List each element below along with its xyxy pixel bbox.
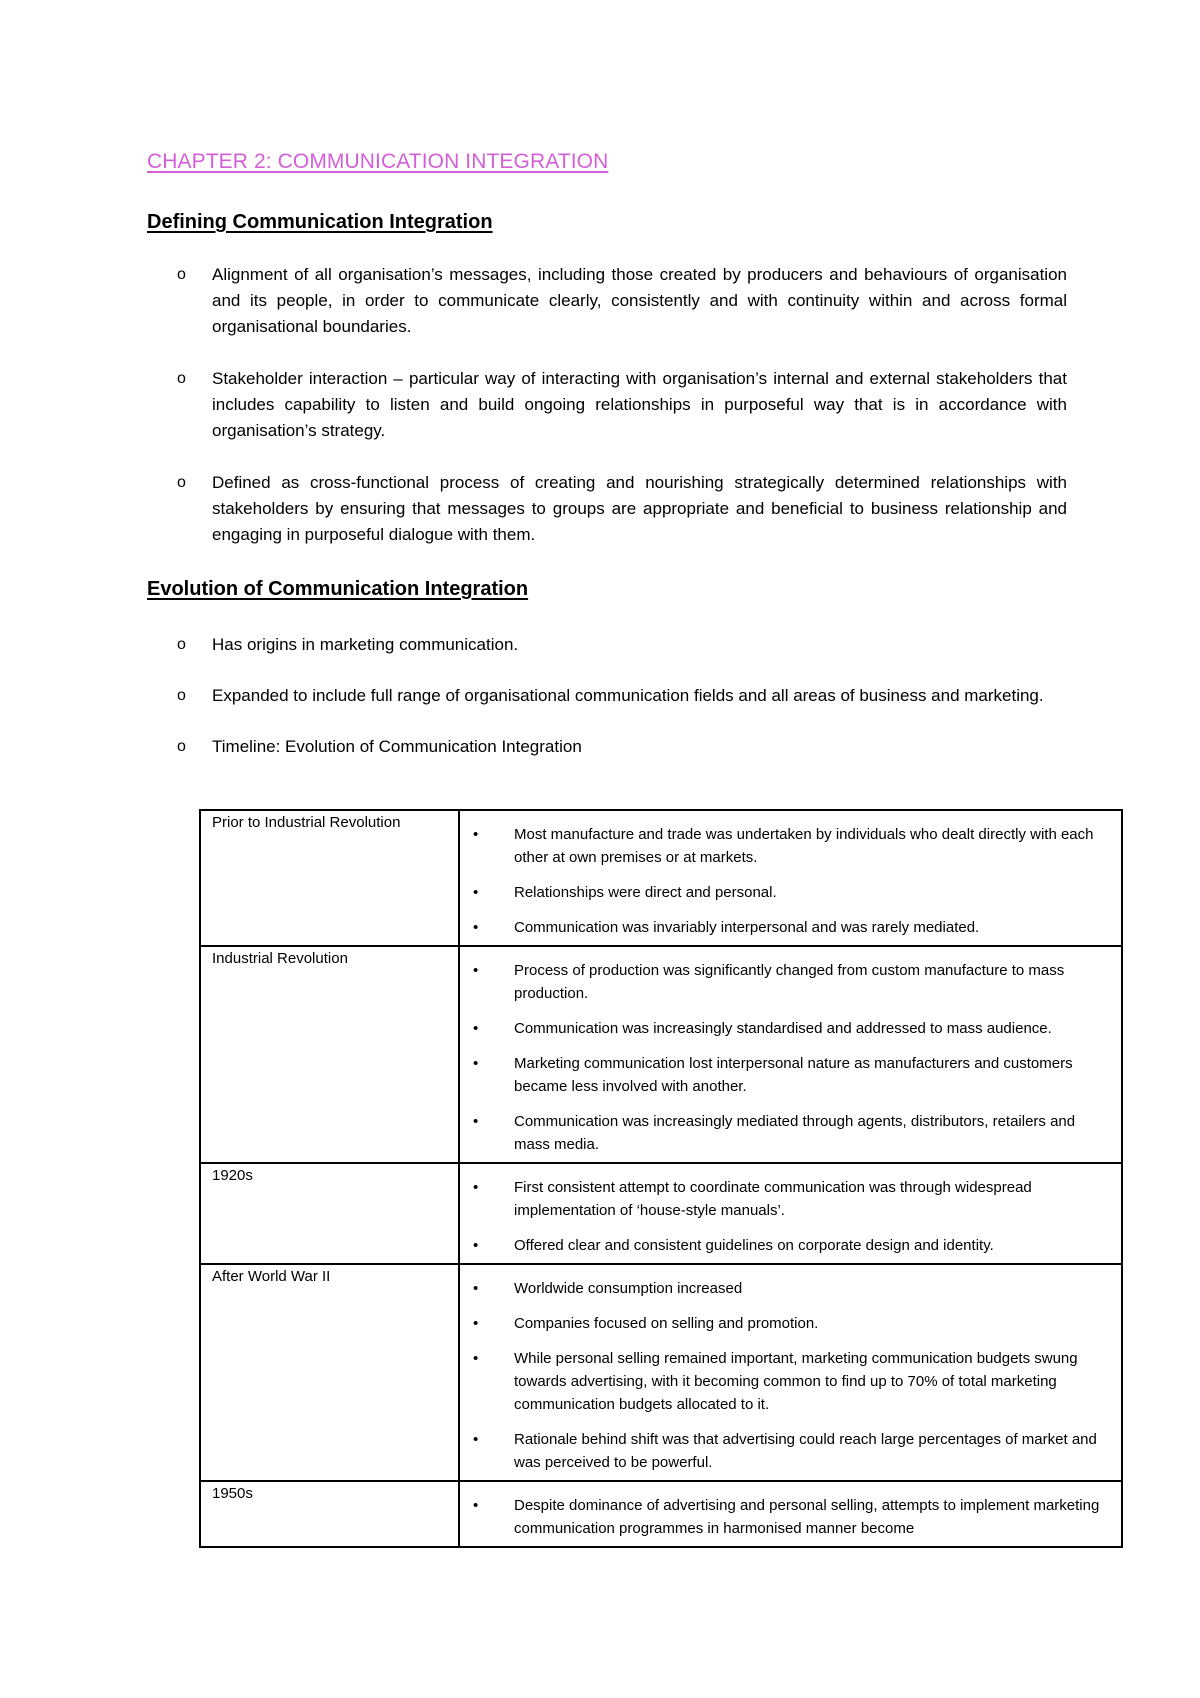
section-heading-evolution: Evolution of Communication Integration bbox=[147, 578, 529, 600]
points-cell bbox=[459, 1481, 1122, 1547]
table-row bbox=[200, 946, 1122, 1163]
point-item: • Communication was increasingly standardised and addressed to mass audience. bbox=[460, 1017, 1111, 1040]
point-item: • Communication was invariably interpersonal and was rarely mediated. bbox=[460, 916, 1111, 939]
list-item-text: Defined as cross-functional process of creating and nourishing strategically determined relationships with stakeholders by ensuring that messages to groups are appropriate and beneficial to business relationship and engaging in purposeful dialogue with them. bbox=[212, 473, 1067, 544]
period-cell: Prior to Industrial Revolution bbox=[200, 810, 459, 946]
bullet-marker: o bbox=[177, 474, 186, 491]
point-item: • Companies focused on selling and promotion. bbox=[460, 1312, 1111, 1335]
table-row bbox=[200, 1481, 1122, 1547]
defining-list bbox=[147, 262, 1067, 548]
list-item bbox=[147, 632, 1067, 658]
list-item-text: Alignment of all organisation’s messages, including those created by producers and behaviours of organisation and its people, in order to communicate clearly, consistently and with continuity within and across formal organisational boundaries. bbox=[212, 265, 1067, 336]
bullet-marker: o bbox=[177, 370, 186, 387]
list-item bbox=[147, 262, 1067, 340]
bullet-marker: o bbox=[177, 636, 186, 653]
points-list bbox=[460, 1277, 1111, 1474]
point-item: • Offered clear and consistent guidelines on corporate design and identity. bbox=[460, 1234, 1111, 1257]
period-cell: 1920s bbox=[200, 1163, 459, 1264]
points-list bbox=[460, 1494, 1111, 1540]
point-item: • Marketing communication lost interpersonal nature as manufacturers and customers became less involved with another. bbox=[460, 1052, 1111, 1098]
timeline-table bbox=[199, 809, 1123, 1548]
point-item: • Worldwide consumption increased bbox=[460, 1277, 1111, 1300]
list-item-text: Timeline: Evolution of Communication Integration bbox=[212, 737, 582, 756]
point-item: • First consistent attempt to coordinate communication was through widespread implementation of ‘house-style manuals’. bbox=[460, 1176, 1111, 1222]
evolution-list bbox=[147, 632, 1067, 760]
points-cell bbox=[459, 946, 1122, 1163]
section-heading-defining: Defining Communication Integration bbox=[147, 211, 493, 233]
list-item bbox=[147, 683, 1067, 709]
point-item: • While personal selling remained important, marketing communication budgets swung towards advertising, with it becoming common to find up to 70% of total marketing communication budgets allocated to it. bbox=[460, 1347, 1111, 1416]
list-item bbox=[147, 734, 1067, 760]
table-row bbox=[200, 810, 1122, 946]
points-list bbox=[460, 823, 1111, 939]
period-cell: Industrial Revolution bbox=[200, 946, 459, 1163]
points-cell bbox=[459, 1163, 1122, 1264]
table-row bbox=[200, 1163, 1122, 1264]
chapter-title: CHAPTER 2: COMMUNICATION INTEGRATION bbox=[147, 150, 609, 173]
period-cell: 1950s bbox=[200, 1481, 459, 1547]
point-item: • Communication was increasingly mediated through agents, distributors, retailers and mass media. bbox=[460, 1110, 1111, 1156]
point-item: • Relationships were direct and personal. bbox=[460, 881, 1111, 904]
table-row bbox=[200, 1264, 1122, 1481]
points-cell bbox=[459, 810, 1122, 946]
list-item bbox=[147, 470, 1067, 548]
point-item: • Despite dominance of advertising and personal selling, attempts to implement marketing communication programmes in harmonised manner become bbox=[460, 1494, 1111, 1540]
list-item bbox=[147, 366, 1067, 444]
point-item: • Rationale behind shift was that advertising could reach large percentages of market and was perceived to be powerful. bbox=[460, 1428, 1111, 1474]
list-item-text: Stakeholder interaction – particular way of interacting with organisation’s internal and external stakeholders that includes capability to listen and build ongoing relationships in purposeful way that is in accordance with organisation’s strategy. bbox=[212, 369, 1067, 440]
point-item: • Process of production was significantly changed from custom manufacture to mass production. bbox=[460, 959, 1111, 1005]
point-item: • Most manufacture and trade was undertaken by individuals who dealt directly with each other at own premises or at markets. bbox=[460, 823, 1111, 869]
list-item-text: Has origins in marketing communication. bbox=[212, 635, 519, 654]
bullet-marker: o bbox=[177, 738, 186, 755]
list-item-text: Expanded to include full range of organisational communication fields and all areas of business and marketing. bbox=[212, 686, 1044, 705]
points-list bbox=[460, 1176, 1111, 1257]
points-cell bbox=[459, 1264, 1122, 1481]
bullet-marker: o bbox=[177, 687, 186, 704]
points-list bbox=[460, 959, 1111, 1156]
period-cell: After World War II bbox=[200, 1264, 459, 1481]
bullet-marker: o bbox=[177, 266, 186, 283]
